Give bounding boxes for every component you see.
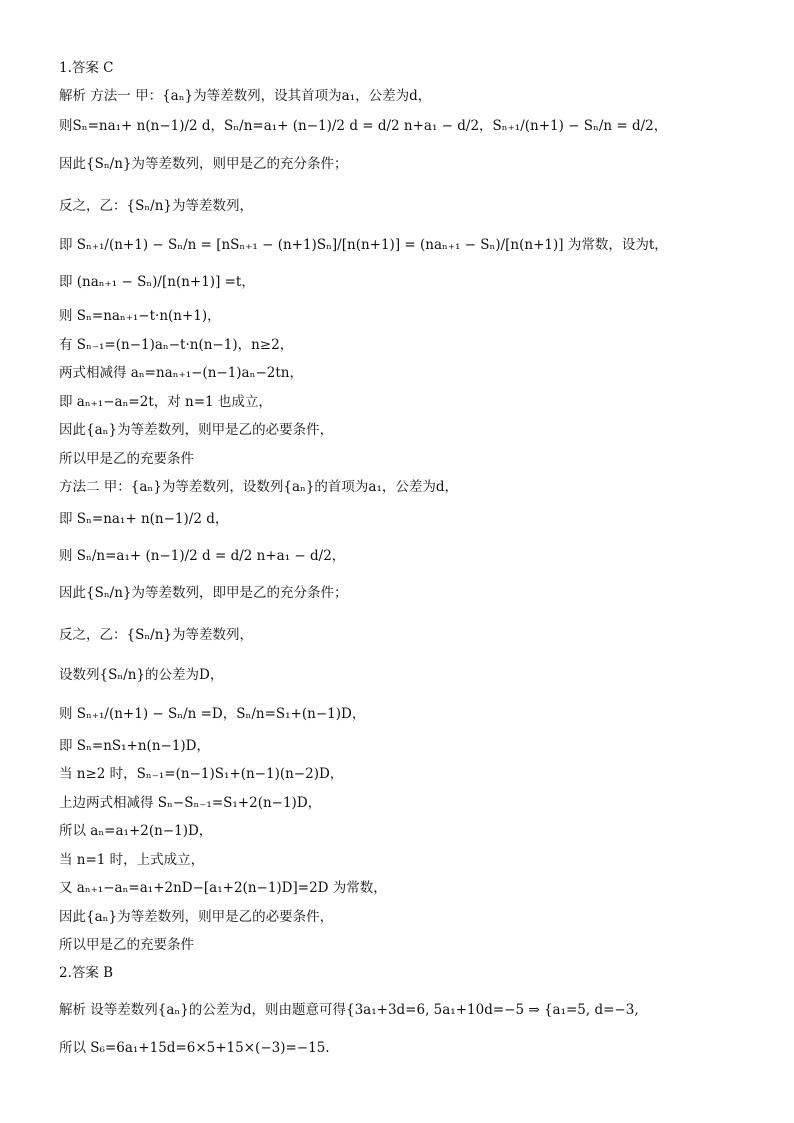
solution-line: 所以 S₆=6a₁+15d=6×5+15×(−3)=−15. bbox=[59, 1040, 330, 1056]
solution-line: 当 n≥2 时，Sₙ₋₁=(n−1)S₁+(n−1)(n−2)D， bbox=[59, 766, 344, 782]
solution-line: 即 (naₙ₊₁ − Sₙ)/[n(n+1)] =t， bbox=[59, 274, 255, 290]
solution-line: 即 Sₙ₊₁/(n+1) − Sₙ/n = [nSₙ₊₁ − (n+1)Sₙ]/[n(n+1)] = (naₙ₊₁ − Sₙ)/[n(n+1)] 为常数，设为t， bbox=[59, 237, 668, 253]
solution-line: 上边两式相减得 Sₙ−Sₙ₋₁=S₁+2(n−1)D， bbox=[59, 795, 322, 811]
solution-line: 所以甲是乙的充要条件 bbox=[59, 451, 194, 467]
solution-line: 因此{Sₙ/n}为等差数列，则甲是乙的充分条件； bbox=[59, 156, 348, 172]
solution-line: 即 Sₙ=nS₁+n(n−1)D， bbox=[59, 738, 211, 754]
solution-line: 所以甲是乙的充要条件 bbox=[59, 937, 194, 953]
answer-1-header: 1.答案 C bbox=[59, 60, 114, 76]
solution-line: 即 Sₙ=na₁+ n(n−1)/2 d， bbox=[59, 511, 229, 527]
solution-line: 设数列{Sₙ/n}的公差为D， bbox=[59, 667, 224, 683]
solution-line: 则 Sₙ/n=a₁+ (n−1)/2 d = d/2 n+a₁ − d/2， bbox=[59, 548, 346, 564]
solution-line: 反之，乙：{Sₙ/n}为等差数列， bbox=[59, 198, 254, 214]
solution-line: 因此{aₙ}为等差数列，则甲是乙的必要条件， bbox=[59, 422, 334, 438]
solution-line: 又 aₙ₊₁−aₙ=a₁+2nD−[a₁+2(n−1)D]=2D 为常数， bbox=[59, 880, 387, 896]
solution-line: 解析 设等差数列{aₙ}的公差为d，则由题意可得{3a₁+3d=6, 5a₁+10d=−5 ⇒ {a₁=5, d=−3, bbox=[59, 1002, 639, 1018]
solution-line: 反之，乙：{Sₙ/n}为等差数列， bbox=[59, 627, 254, 643]
solution-line: 所以 aₙ=a₁+2(n−1)D， bbox=[59, 823, 213, 839]
solution-line: 因此{Sₙ/n}为等差数列，即甲是乙的充分条件； bbox=[59, 585, 348, 601]
solution-line: 则 Sₙ₊₁/(n+1) − Sₙ/n =D，Sₙ/n=S₁+(n−1)D， bbox=[59, 706, 366, 722]
solution-line: 则Sₙ=na₁+ n(n−1)/2 d，Sₙ/n=a₁+ (n−1)/2 d = d/2 n+a₁ − d/2，Sₙ₊₁/(n+1) − Sₙ/n = d/2， bbox=[59, 118, 668, 134]
solution-line: 方法二 甲：{aₙ}为等差数列，设数列{aₙ}的首项为a₁，公差为d， bbox=[59, 479, 459, 495]
solution-line: 当 n=1 时，上式成立， bbox=[59, 852, 205, 868]
solution-line: 因此{aₙ}为等差数列，则甲是乙的必要条件， bbox=[59, 909, 334, 925]
solution-line: 即 aₙ₊₁−aₙ=2t，对 n=1 也成立， bbox=[59, 394, 272, 410]
solution-line: 有 Sₙ₋₁=(n−1)aₙ−t·n(n−1)，n≥2， bbox=[59, 337, 294, 353]
solution-line: 则 Sₙ=naₙ₊₁−t·n(n+1)， bbox=[59, 308, 221, 324]
solution-line: 两式相减得 aₙ=naₙ₊₁−(n−1)aₙ−2tn， bbox=[59, 365, 303, 381]
solution-line: 解析 方法一 甲：{aₙ}为等差数列，设其首项为a₁，公差为d， bbox=[59, 88, 432, 104]
answer-2-header: 2.答案 B bbox=[59, 965, 114, 981]
